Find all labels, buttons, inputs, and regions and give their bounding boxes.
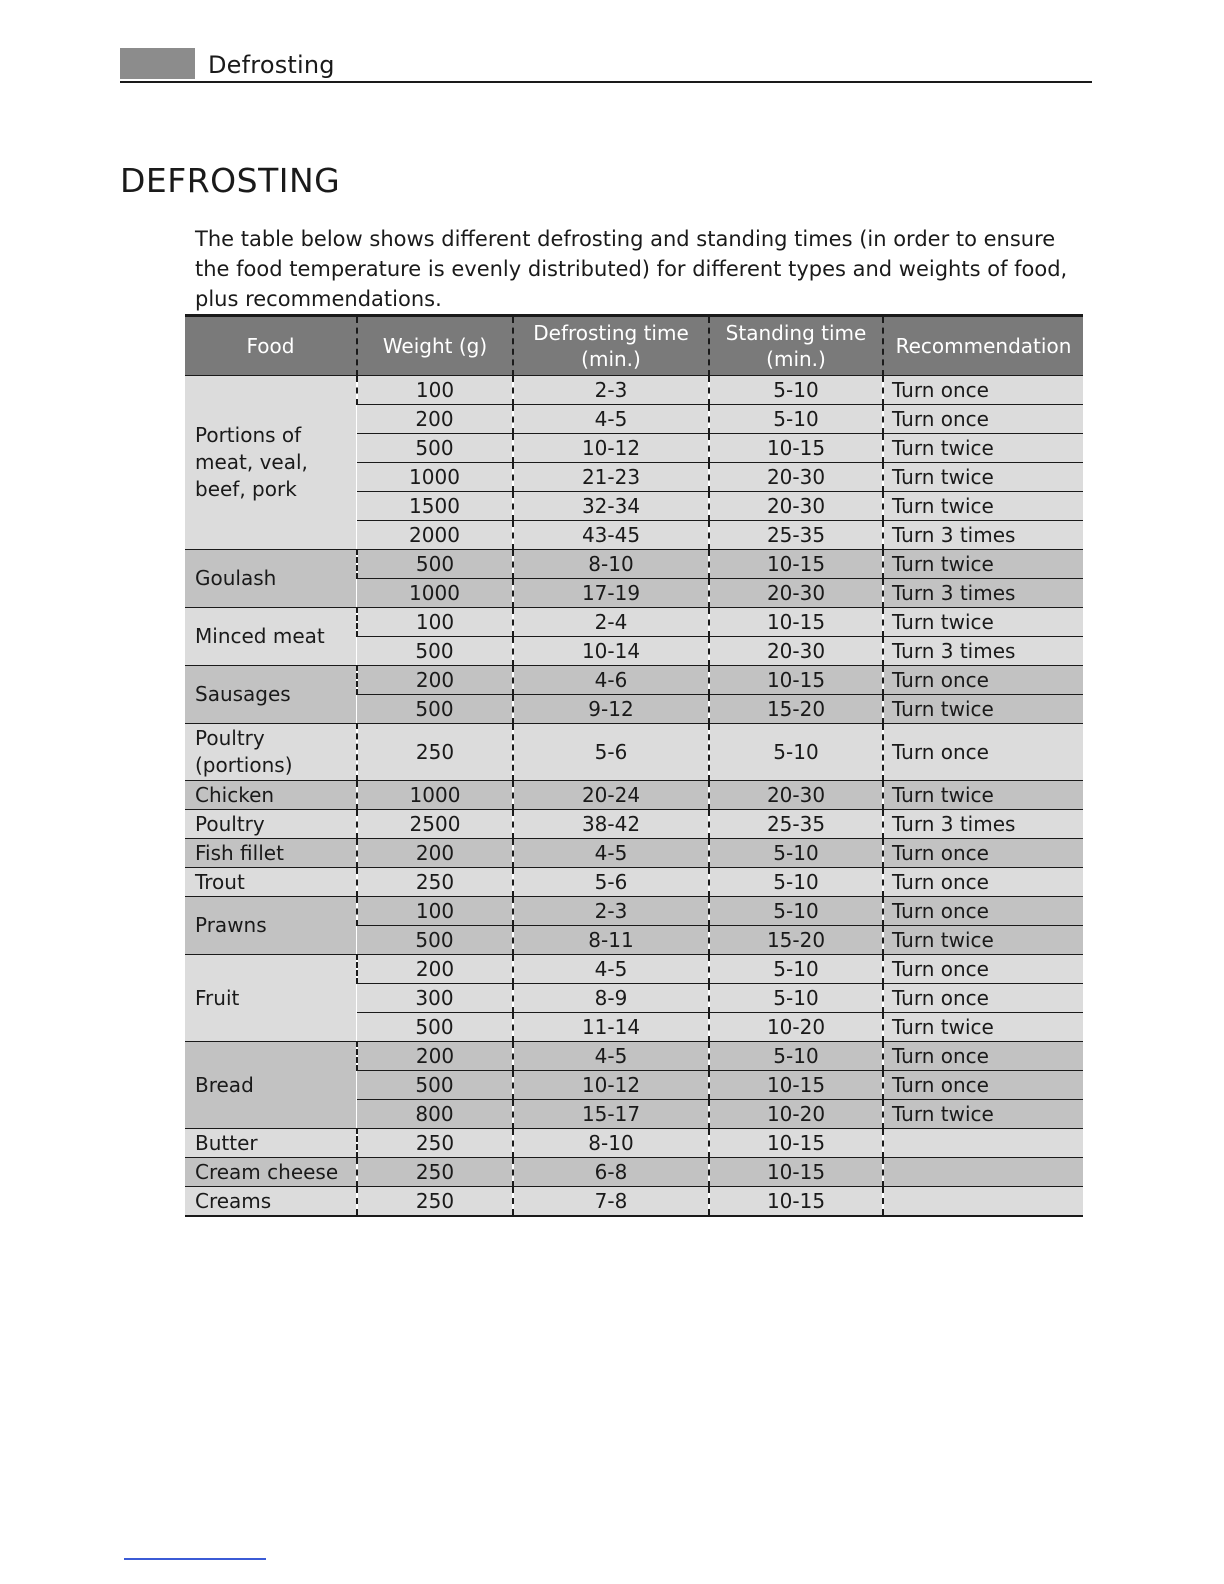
defrosting-time-cell: 10-14	[513, 637, 709, 666]
standing-time-cell: 5-10	[709, 897, 883, 926]
table-row	[185, 1187, 1083, 1217]
footer-link-underline	[124, 1558, 266, 1560]
standing-time-cell: 15-20	[709, 926, 883, 955]
weight-cell: 800	[357, 1100, 513, 1129]
defrosting-time-cell: 11-14	[513, 1013, 709, 1042]
standing-time-cell: 10-15	[709, 550, 883, 579]
col-header-recommendation: Recommendation	[883, 316, 1083, 376]
recommendation-cell: Turn once	[883, 868, 1083, 897]
recommendation-cell: Turn 3 times	[883, 637, 1083, 666]
weight-cell: 200	[357, 666, 513, 695]
standing-time-cell: 10-15	[709, 1071, 883, 1100]
food-cell: Chicken	[185, 781, 357, 810]
table-row	[185, 666, 1083, 695]
standing-time-cell: 5-10	[709, 405, 883, 434]
defrosting-time-cell: 20-24	[513, 781, 709, 810]
recommendation-cell: Turn once	[883, 984, 1083, 1013]
table-row	[185, 724, 1083, 781]
weight-cell: 250	[357, 868, 513, 897]
weight-cell: 500	[357, 1071, 513, 1100]
page-title: DEFROSTING	[120, 161, 341, 200]
recommendation-cell: Turn once	[883, 724, 1083, 781]
defrosting-time-cell: 6-8	[513, 1158, 709, 1187]
defrosting-time-cell: 15-17	[513, 1100, 709, 1129]
food-cell: Goulash	[185, 550, 357, 608]
defrosting-time-cell: 5-6	[513, 868, 709, 897]
table-row	[185, 897, 1083, 926]
food-cell: Bread	[185, 1042, 357, 1129]
defrosting-time-cell: 38-42	[513, 810, 709, 839]
weight-cell: 500	[357, 1013, 513, 1042]
recommendation-cell: Turn once	[883, 839, 1083, 868]
table-body	[185, 376, 1083, 1217]
food-cell: Poultry (portions)	[185, 724, 357, 781]
standing-time-cell: 5-10	[709, 955, 883, 984]
defrosting-time-cell: 4-5	[513, 955, 709, 984]
weight-cell: 100	[357, 376, 513, 405]
food-cell: Sausages	[185, 666, 357, 724]
recommendation-cell	[883, 1129, 1083, 1158]
recommendation-cell: Turn twice	[883, 695, 1083, 724]
food-cell: Prawns	[185, 897, 357, 955]
recommendation-cell: Turn twice	[883, 926, 1083, 955]
weight-cell: 1000	[357, 463, 513, 492]
recommendation-cell: Turn once	[883, 666, 1083, 695]
recommendation-cell	[883, 1158, 1083, 1187]
standing-time-cell: 10-15	[709, 1187, 883, 1217]
recommendation-cell: Turn 3 times	[883, 579, 1083, 608]
weight-cell: 1500	[357, 492, 513, 521]
food-cell: Cream cheese	[185, 1158, 357, 1187]
intro-paragraph: The table below shows different defrosting and standing times (in order to ensure the food temperature is evenly distributed) for different types and weights of food, plus recommendations.	[195, 227, 1068, 311]
recommendation-cell: Turn once	[883, 1071, 1083, 1100]
defrosting-time-cell: 2-3	[513, 376, 709, 405]
standing-time-cell: 20-30	[709, 637, 883, 666]
table-row	[185, 550, 1083, 579]
table-row	[185, 1129, 1083, 1158]
table-row	[185, 1158, 1083, 1187]
weight-cell: 200	[357, 405, 513, 434]
standing-time-cell: 10-20	[709, 1013, 883, 1042]
standing-time-cell: 20-30	[709, 492, 883, 521]
defrosting-time-cell: 4-5	[513, 405, 709, 434]
col-header-defrosting-time: Defrosting time (min.)	[513, 316, 709, 376]
defrosting-time-cell: 10-12	[513, 1071, 709, 1100]
standing-time-cell: 10-15	[709, 608, 883, 637]
table-header-row	[185, 316, 1083, 376]
standing-time-cell: 25-35	[709, 810, 883, 839]
defrosting-time-cell: 43-45	[513, 521, 709, 550]
table-row	[185, 608, 1083, 637]
recommendation-cell: Turn twice	[883, 608, 1083, 637]
recommendation-cell: Turn once	[883, 897, 1083, 926]
defrosting-time-cell: 8-11	[513, 926, 709, 955]
table-row	[185, 1042, 1083, 1071]
header-divider	[120, 81, 1092, 83]
standing-time-cell: 5-10	[709, 839, 883, 868]
defrosting-time-cell: 8-10	[513, 1129, 709, 1158]
weight-cell: 250	[357, 1129, 513, 1158]
col-header-standing-time: Standing time (min.)	[709, 316, 883, 376]
recommendation-cell	[883, 1187, 1083, 1217]
weight-cell: 100	[357, 608, 513, 637]
section-header: Defrosting	[208, 51, 335, 79]
defrosting-time-cell: 10-12	[513, 434, 709, 463]
standing-time-cell: 10-20	[709, 1100, 883, 1129]
food-cell: Poultry	[185, 810, 357, 839]
table-row	[185, 955, 1083, 984]
food-cell: Fish fillet	[185, 839, 357, 868]
food-cell: Trout	[185, 868, 357, 897]
standing-time-cell: 10-15	[709, 434, 883, 463]
recommendation-cell: Turn 3 times	[883, 521, 1083, 550]
food-cell: Portions of meat, veal, beef, pork	[185, 376, 357, 550]
weight-cell: 2500	[357, 810, 513, 839]
standing-time-cell: 10-15	[709, 1129, 883, 1158]
weight-cell: 250	[357, 1187, 513, 1217]
standing-time-cell: 20-30	[709, 579, 883, 608]
recommendation-cell: Turn twice	[883, 1100, 1083, 1129]
standing-time-cell: 5-10	[709, 376, 883, 405]
defrosting-table	[185, 314, 1083, 1217]
defrosting-time-cell: 21-23	[513, 463, 709, 492]
table-row	[185, 839, 1083, 868]
weight-cell: 500	[357, 550, 513, 579]
food-cell: Minced meat	[185, 608, 357, 666]
standing-time-cell: 25-35	[709, 521, 883, 550]
standing-time-cell: 15-20	[709, 695, 883, 724]
defrosting-time-cell: 2-3	[513, 897, 709, 926]
weight-cell: 1000	[357, 579, 513, 608]
table-row	[185, 868, 1083, 897]
weight-cell: 500	[357, 926, 513, 955]
recommendation-cell: Turn once	[883, 405, 1083, 434]
recommendation-cell: Turn twice	[883, 781, 1083, 810]
standing-time-cell: 20-30	[709, 781, 883, 810]
defrosting-time-cell: 4-6	[513, 666, 709, 695]
recommendation-cell: Turn once	[883, 1042, 1083, 1071]
weight-cell: 200	[357, 955, 513, 984]
defrosting-time-cell: 5-6	[513, 724, 709, 781]
recommendation-cell: Turn twice	[883, 463, 1083, 492]
weight-cell: 500	[357, 434, 513, 463]
defrosting-time-cell: 8-9	[513, 984, 709, 1013]
standing-time-cell: 5-10	[709, 1042, 883, 1071]
recommendation-cell: Turn once	[883, 955, 1083, 984]
weight-cell: 200	[357, 839, 513, 868]
table-row	[185, 810, 1083, 839]
standing-time-cell: 5-10	[709, 984, 883, 1013]
recommendation-cell: Turn twice	[883, 550, 1083, 579]
defrosting-time-cell: 2-4	[513, 608, 709, 637]
defrosting-time-cell: 32-34	[513, 492, 709, 521]
weight-cell: 100	[357, 897, 513, 926]
header-marker	[120, 48, 195, 79]
recommendation-cell: Turn twice	[883, 434, 1083, 463]
standing-time-cell: 10-15	[709, 666, 883, 695]
food-cell: Fruit	[185, 955, 357, 1042]
recommendation-cell: Turn twice	[883, 492, 1083, 521]
standing-time-cell: 5-10	[709, 724, 883, 781]
recommendation-cell: Turn twice	[883, 1013, 1083, 1042]
weight-cell: 300	[357, 984, 513, 1013]
col-header-food: Food	[185, 316, 357, 376]
standing-time-cell: 20-30	[709, 463, 883, 492]
defrosting-time-cell: 8-10	[513, 550, 709, 579]
food-cell: Creams	[185, 1187, 357, 1217]
table-row	[185, 376, 1083, 405]
table-row	[185, 781, 1083, 810]
weight-cell: 250	[357, 724, 513, 781]
standing-time-cell: 5-10	[709, 868, 883, 897]
weight-cell: 500	[357, 637, 513, 666]
food-cell: Butter	[185, 1129, 357, 1158]
recommendation-cell: Turn once	[883, 376, 1083, 405]
defrosting-time-cell: 17-19	[513, 579, 709, 608]
col-header-weight: Weight (g)	[357, 316, 513, 376]
recommendation-cell: Turn 3 times	[883, 810, 1083, 839]
weight-cell: 1000	[357, 781, 513, 810]
defrosting-time-cell: 9-12	[513, 695, 709, 724]
weight-cell: 200	[357, 1042, 513, 1071]
weight-cell: 2000	[357, 521, 513, 550]
defrosting-time-cell: 4-5	[513, 839, 709, 868]
weight-cell: 250	[357, 1158, 513, 1187]
defrosting-time-cell: 4-5	[513, 1042, 709, 1071]
standing-time-cell: 10-15	[709, 1158, 883, 1187]
defrosting-time-cell: 7-8	[513, 1187, 709, 1217]
weight-cell: 500	[357, 695, 513, 724]
